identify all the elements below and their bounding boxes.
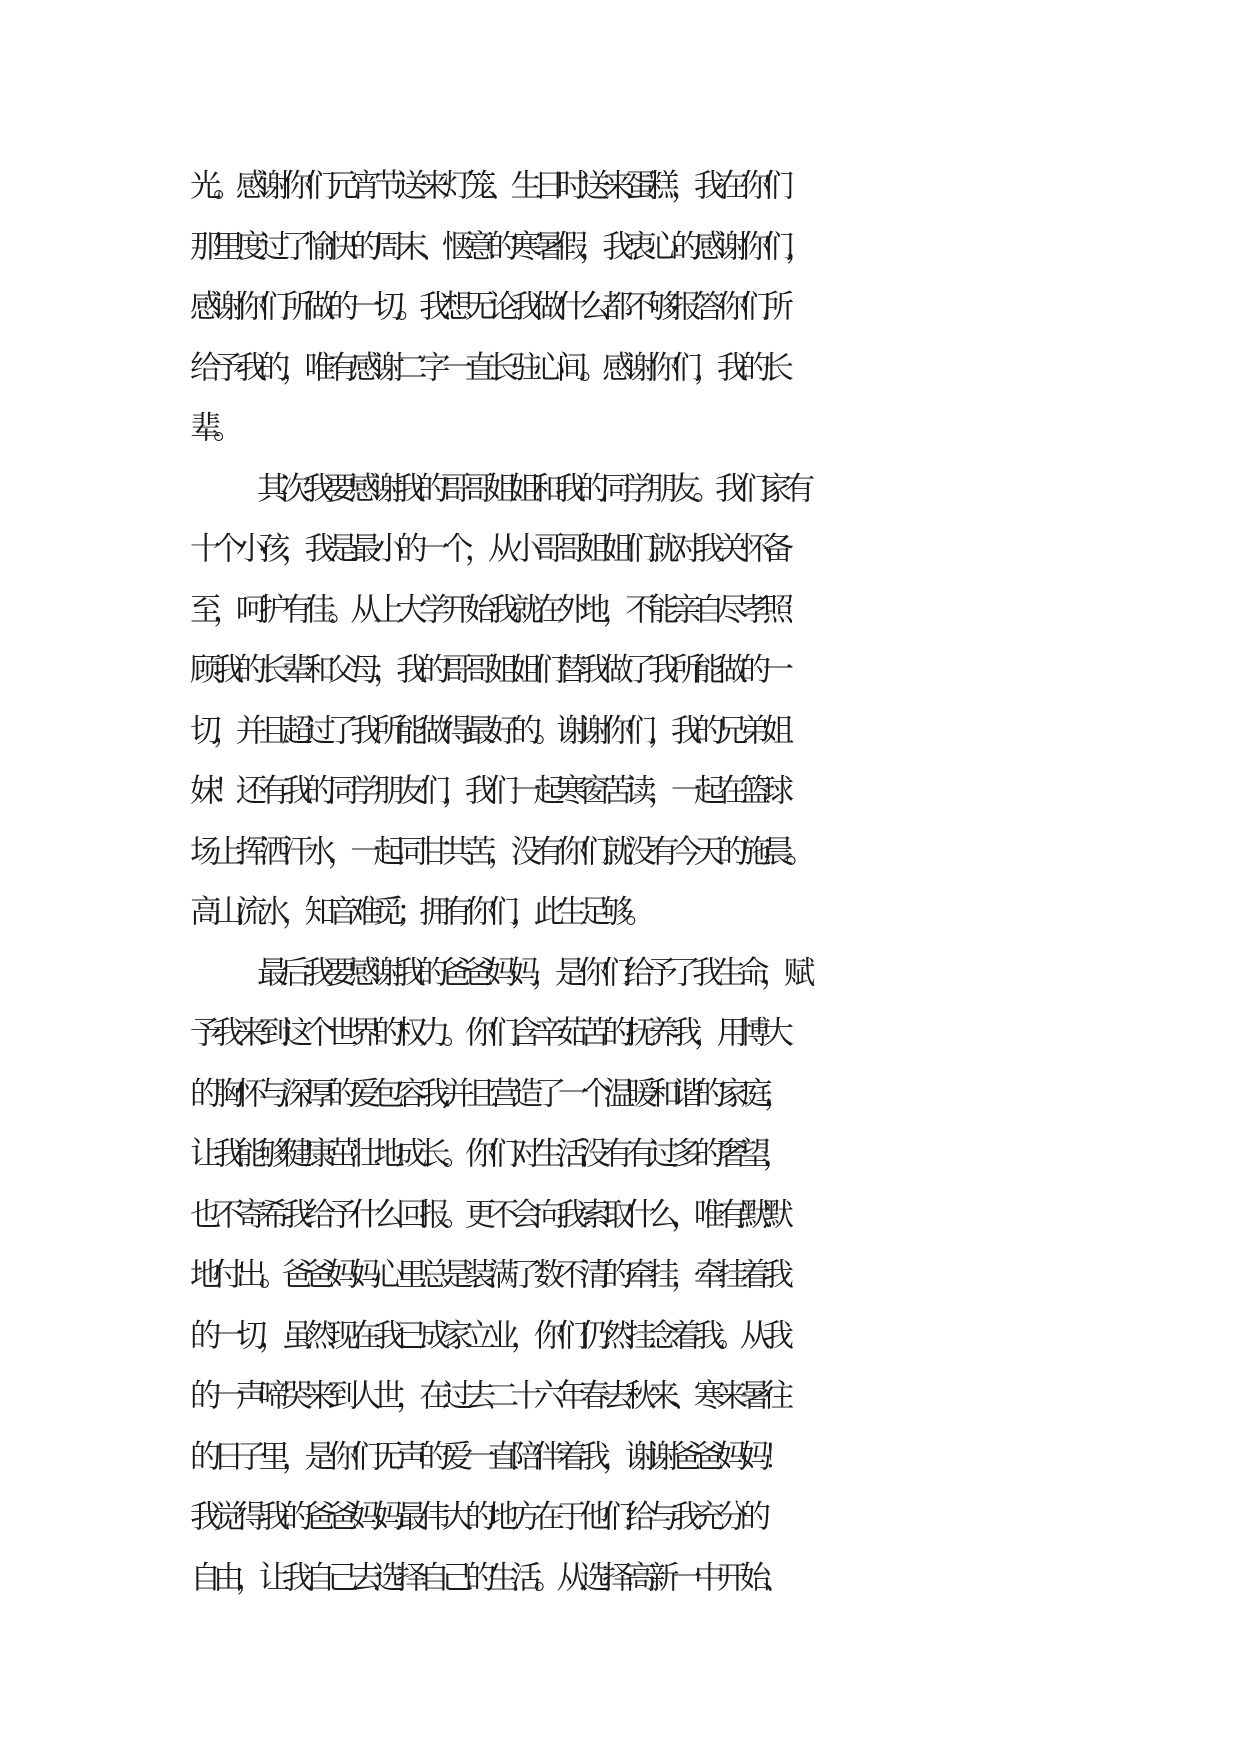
text-line: 也不寄希我给予什么回报。更不会向我索取什么，唯有默默	[190, 1196, 786, 1233]
text-line: 的一声啼哭来到人世，在过去二十六年春去秋来、寒来暑往	[190, 1378, 786, 1414]
text-line: 给予我的，唯有感谢二字一直长驻心间。感谢你们，我的长	[190, 349, 786, 386]
text-line: 辈。	[190, 410, 236, 446]
text-line: 至，呵护有佳。从上大学开始我就在外地，不能亲自尽孝照	[190, 591, 786, 628]
text-line: 十个小孩，我是最小的一个，从小哥哥姐姐们就对我关怀备	[190, 531, 786, 567]
text-line: 切，并且超过了我所能做得最好的。谢谢你们，我的兄弟姐	[190, 712, 786, 749]
text-line: 的一切，虽然现在我已成家立业，你们仍然挂念着我。从我	[190, 1317, 786, 1354]
text-line: 的日子里，是你们无声的爱一直陪伴着我，谢谢爸爸妈妈！	[190, 1438, 786, 1475]
text-line: 其次我要感谢我的哥哥姐姐和我的同学朋友。我们家有	[257, 470, 807, 507]
text-line: 予我来到这个世界的权力。你们含辛茹苦的抚养我，用博大	[190, 1015, 786, 1051]
text-line: 高山流水，知音难觅；拥有你们，此生足够。	[190, 894, 649, 930]
text-line: 自由，让我自己去选择自己的生活。从选择高新一中开始、	[190, 1559, 786, 1596]
text-line: 的胸怀与深厚的爱包容我,并且营造了一个温暖和谐的家庭，	[190, 1075, 787, 1112]
text-line: 那里度过了愉快的周末、惬意的寒暑假，我衷心的感谢你们，	[190, 228, 809, 265]
text-line: 我觉得我的爸爸妈妈最伟大的地方在于他们给与我充分的	[190, 1499, 763, 1535]
text-line: 让我能够健康茁壮地成长。你们对生活没有有过多的奢望，	[190, 1136, 786, 1172]
text-line: 顾我的长辈和父母，我的哥哥姐姐们替我做了我所能做的一	[190, 652, 786, 688]
text-line: 妹！还有我的同学朋友们，我们一起寒窗苦读，一起在篮球	[190, 773, 786, 809]
text-line: 场上挥洒汗水，一起同甘共苦，没有你们就没有今天的施晨。	[190, 833, 809, 870]
text-line: 感谢你们所做的一切。我想无论我做什么都不够报答你们所	[190, 289, 786, 325]
body-text	[190, 156, 1070, 1608]
text-line: 地付出。爸爸妈妈心里总是装满了数不清的牵挂，牵挂着我	[190, 1257, 786, 1293]
text-line: 最后我要感谢我的爸爸妈妈，是你们给予了我生命，赋	[257, 954, 807, 991]
text-line: 光。感谢你们元宵节送来灯笼、生日时送来蛋糕，我在你们	[190, 168, 786, 204]
